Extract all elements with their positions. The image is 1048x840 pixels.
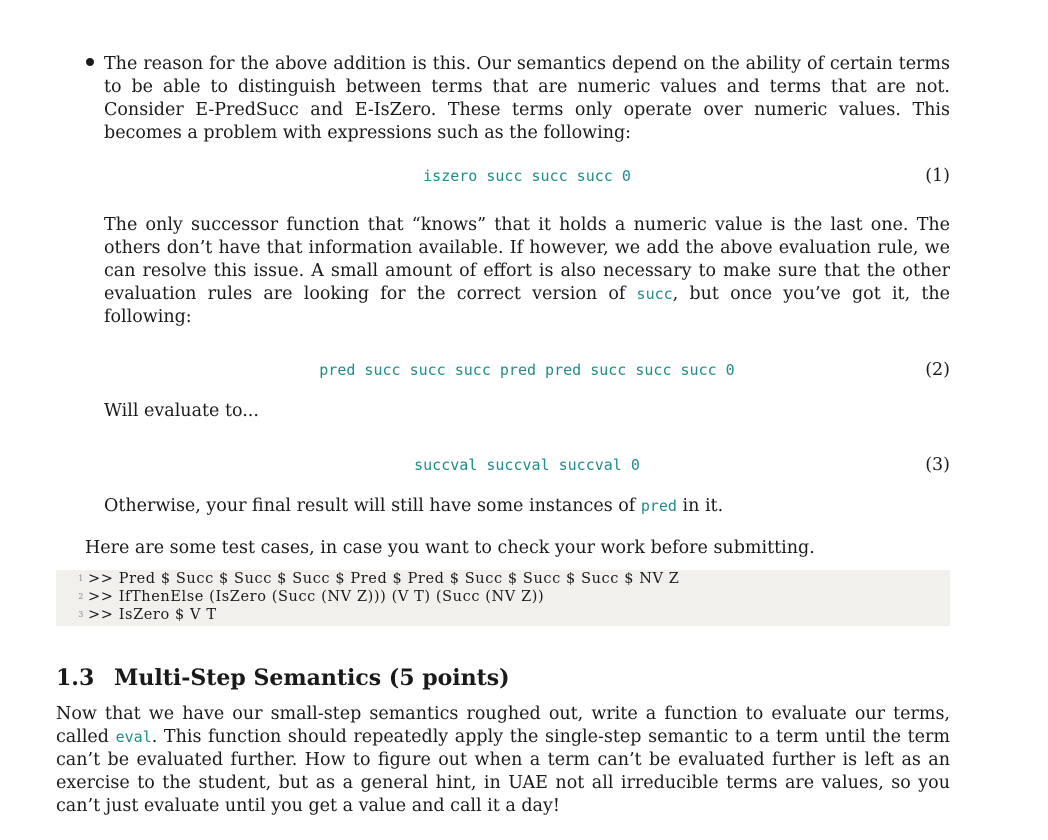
bullet-paragraph-4: [104, 495, 950, 518]
code-text: >> IfThenElse (IsZero (Succ (NV Z))) (V T) (Succ (NV Z)): [88, 589, 545, 605]
code-text: >> IsZero $ V T: [88, 607, 217, 623]
line-number: 1: [78, 574, 84, 583]
equation-1: [104, 165, 950, 189]
inline-code-eval: eval: [115, 728, 152, 746]
equation-1-expression: iszero succ succ succ 0: [423, 167, 631, 185]
bullet-paragraph-4-text-a: Otherwise, your final result will still have some instances of: [104, 496, 641, 516]
section-title-text: Multi-Step Semantics (5 points): [114, 665, 510, 691]
test-cases-intro-text: Here are some test cases, in case you want to check your work before submitting.: [85, 538, 815, 558]
bullet-paragraph-2-text-a: The only successor function that “knows” that it holds a numeric value is the last one. The others don’t have that information available. If however, we add the above evaluation rule, we can resolve this issue. A small amount of effort is also necessary to make sure that the other evaluation rules are looking for the correct version of: [104, 215, 950, 304]
section-paragraph: [56, 703, 950, 818]
code-line: [56, 588, 544, 606]
bullet-paragraph-1-text: The reason for the above addition is this. Our semantics depend on the ability of certain terms to be able to distinguish between terms that are numeric values and terms that are not. Consider E-PredSucc and E-IsZero. These terms only operate over numeric values. This becomes a problem with expressions such as the following:: [104, 54, 950, 143]
code-text: >> Pred $ Succ $ Succ $ Succ $ Pred $ Pred $ Succ $ Succ $ Succ $ NV Z: [88, 571, 680, 587]
code-line: [56, 606, 217, 624]
section-number: 1.3: [56, 665, 95, 691]
section-heading: [56, 664, 510, 692]
section-paragraph-text-a: Now that we have our small-step semantics roughed out, write a function to evaluate our terms, called: [56, 704, 950, 747]
code-listing: [56, 570, 950, 626]
code-line: [56, 570, 679, 588]
equation-3-expression: succval succval succval 0: [414, 456, 640, 474]
bullet-paragraph-4-text-b: in it.: [676, 496, 724, 516]
line-number: 3: [78, 610, 84, 619]
bullet-paragraph-3: [104, 400, 950, 423]
bullet-marker: [86, 58, 94, 66]
test-cases-intro: [85, 537, 965, 560]
bullet-paragraph-3-text: Will evaluate to...: [104, 401, 259, 421]
line-number: 2: [78, 592, 84, 601]
bullet-paragraph-2-text-b: , but once you’ve got it, the following:: [104, 284, 950, 327]
bullet-paragraph-2: [104, 214, 950, 329]
equation-3: [104, 454, 950, 478]
equation-1-number: (1): [925, 166, 950, 186]
inline-code-succ: succ: [636, 285, 673, 303]
inline-code-pred: pred: [640, 497, 677, 515]
equation-2: [104, 359, 950, 383]
section-paragraph-text-b: . This function should repeatedly apply the single-step semantic to a term until the term can’t be evaluated further. How to figure out when a term can’t be evaluated further is left as an exercise to the student, but as a general hint, in UAE not all irreducible terms are values, so you can’t just evaluate until you get a value and call it a day!: [56, 727, 950, 816]
equation-2-number: (2): [925, 360, 950, 380]
equation-3-number: (3): [925, 455, 950, 475]
equation-2-expression: pred succ succ succ pred pred succ succ succ 0: [319, 361, 735, 379]
bullet-paragraph-1: [104, 53, 950, 145]
